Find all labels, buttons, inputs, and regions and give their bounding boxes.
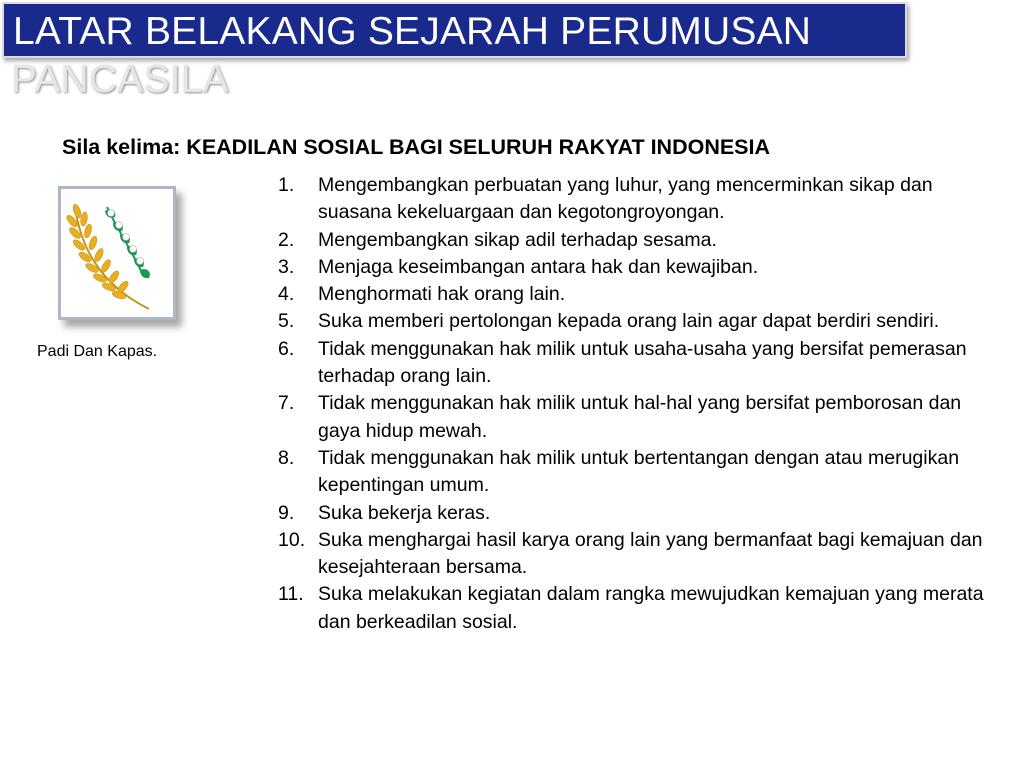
item-number: 10. (278, 528, 306, 551)
rice-and-cotton-emblem-icon (61, 189, 173, 317)
list-item (278, 527, 1008, 582)
list-item (278, 336, 1008, 391)
list-item (278, 308, 1008, 335)
list-item (278, 172, 1008, 227)
emblem-frame (58, 186, 176, 320)
item-text: Suka menghargai hasil karya orang lain yang bermanfaat bagi kemajuan dan kesejahteraan bersama. (318, 528, 983, 579)
item-text: Suka memberi pertolongan kepada orang lain agar dapat berdiri sendiri. (318, 310, 940, 333)
slide-title: LATAR BELAKANG SEJARAH PERUMUSAN (13, 10, 812, 53)
item-text: Suka bekerja keras. (318, 501, 491, 524)
item-text: Menghormati hak orang lain. (318, 283, 566, 306)
item-number: 1. (278, 174, 295, 196)
list-item (278, 390, 1008, 445)
item-number: 2. (278, 228, 295, 251)
item-number: 9. (278, 501, 295, 524)
item-text: Menjaga keseimbangan antara hak dan kewajiban. (318, 255, 759, 278)
item-number: 8. (278, 446, 295, 469)
item-number: 6. (278, 337, 295, 360)
slide-title-continuation: PANCASILA (11, 58, 229, 101)
item-number: 5. (278, 310, 295, 333)
list-item (278, 254, 1008, 281)
values-list (278, 172, 1008, 636)
item-text: Tidak menggunakan hak milik untuk bertentangan dengan atau merugikan kepentingan umum. (318, 446, 960, 497)
slide-subtitle: Sila kelima: KEADILAN SOSIAL BAGI SELURUH RAKYAT INDONESIA (62, 135, 771, 159)
list-item (278, 281, 1008, 308)
item-text: Mengembangkan sikap adil terhadap sesama. (318, 228, 717, 251)
list-item (278, 445, 1008, 500)
list-item (278, 227, 1008, 254)
item-number: 3. (278, 255, 295, 278)
item-text: Mengembangkan perbuatan yang luhur, yang mencerminkan sikap dan suasana kekeluargaan dan kegotongroyongan. (318, 174, 933, 224)
item-number: 4. (278, 283, 295, 306)
item-text: Tidak menggunakan hak milik untuk usaha-usaha yang bersifat pemerasan terhadap orang lain. (318, 337, 967, 388)
list-item (278, 500, 1008, 527)
item-text: Tidak menggunakan hak milik untuk hal-hal yang bersifat pemborosan dan gaya hidup mewah. (318, 392, 962, 442)
list-item (278, 581, 1008, 636)
item-number: 7. (278, 392, 295, 415)
item-number: 11. (278, 583, 304, 606)
item-text: Suka melakukan kegiatan dalam rangka mewujudkan kemajuan yang merata dan berkeadilan sosial. (318, 583, 984, 633)
image-caption: Padi Dan Kapas. (37, 343, 158, 360)
title-bar (2, 2, 907, 58)
